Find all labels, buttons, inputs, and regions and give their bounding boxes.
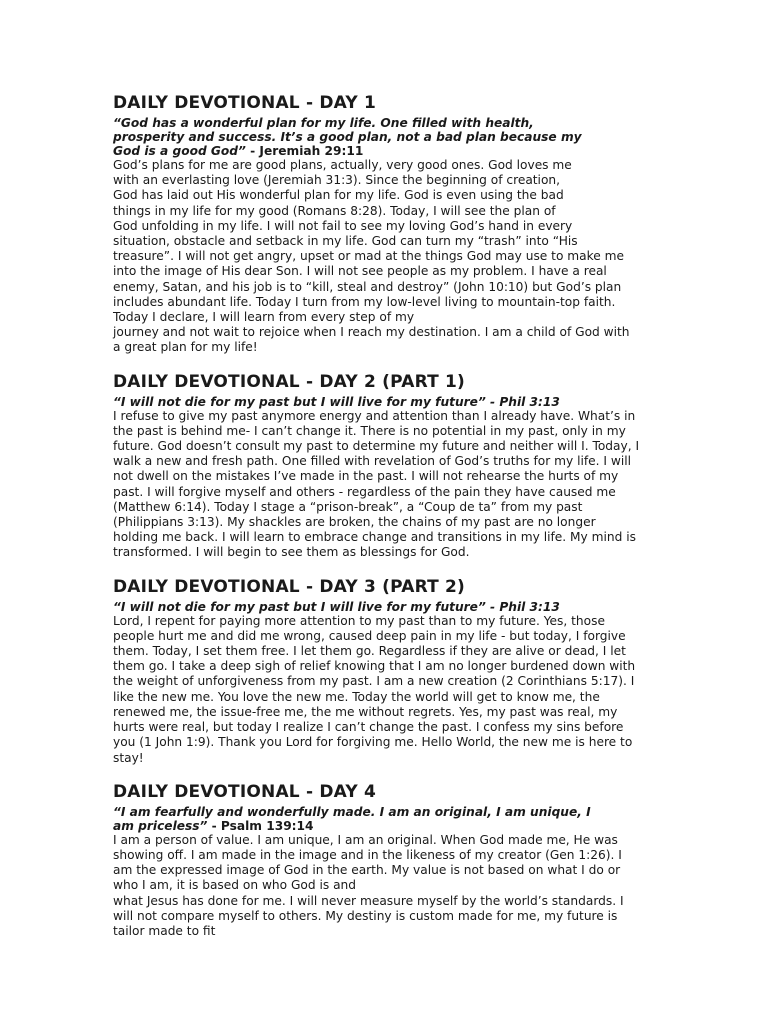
- body-text-line: journey and not wait to rejoice when I reach my destination. I am a child of God with: [113, 325, 630, 340]
- body-text-line: God’s plans for me are good plans, actually, very good ones. God loves me: [113, 158, 572, 172]
- body-text-line: people hurt me and did me wrong, caused deep pain in my life - but today, I forgive: [113, 628, 626, 643]
- verse-quote: am priceless”: [113, 818, 208, 833]
- scripture-verse-line: [113, 805, 658, 819]
- body-text-line: treasure”. I will not get angry, upset or mad at the things God may use to make me: [113, 249, 624, 264]
- body-text-line: Lord, I repent for paying more attention to my past than to my future. Yes, those: [113, 613, 605, 628]
- body-text-line: who I am, it is based on who God is and: [113, 878, 357, 893]
- body-text-line: future. God doesn’t consult my past to determine my future and neither will I. Today, I: [113, 439, 640, 454]
- body-text-line: includes abundant life. Today I turn from my low-level living to mountain-top faith.: [113, 294, 616, 309]
- body-text-line: the past is behind me- I can’t change it. There is no potential in my past, only in my: [113, 423, 626, 438]
- body-text-line: will not compare myself to others. My destiny is custom made for me, my future is: [113, 908, 618, 923]
- scripture-verse-line: [113, 144, 658, 158]
- scripture-verse-line: [113, 819, 658, 833]
- body-text-line: not dwell on the mistakes I’ve made in the past. I will not rehearse the hurts of my: [113, 469, 619, 484]
- body-text-line: them. Today, I set them free. I let them go. Regardless if they are alive or dead, I let: [113, 644, 626, 659]
- body-text-line: stay!: [113, 750, 144, 765]
- body-text-line: renewed me, the issue-free me, the me without regrets. Yes, my past was real, my: [113, 704, 618, 719]
- entry-title: DAILY DEVOTIONAL - DAY 4: [113, 781, 377, 802]
- entry-title: DAILY DEVOTIONAL - DAY 3 (PART 2): [113, 576, 466, 597]
- body-text-line: holding me back. I will learn to embrace change and transitions in my life. My mind is: [113, 530, 636, 545]
- body-text-line: into the image of His dear Son. I will not see people as my problem. I have a real: [113, 264, 607, 279]
- entry-body: [113, 833, 658, 939]
- devotional-list: [113, 93, 658, 955]
- verse-reference: - Psalm 139:14: [207, 818, 314, 833]
- entry-title: DAILY DEVOTIONAL - DAY 2 (PART 1): [113, 371, 466, 392]
- entry-body: [113, 409, 658, 561]
- verse-quote: God is a good God”: [113, 144, 246, 158]
- body-text-line: like the new me. You love the new me. Today the world will get to know me, the: [113, 689, 600, 704]
- verse-reference: - Phil 3:13: [485, 599, 560, 614]
- body-text-line: I am a person of value. I am unique, I am an original. When God made me, He was: [113, 832, 618, 847]
- devotional-entry: [113, 93, 658, 356]
- entry-body: [113, 158, 658, 356]
- body-text-line: enemy, Satan, and his job is to “kill, steal and destroy” (John 10:10) but God’s plan: [113, 279, 622, 294]
- devotional-entry: [113, 782, 658, 939]
- body-text-line: God has laid out His wonderful plan for my life. God is even using the bad: [113, 188, 564, 203]
- devotional-entry: [113, 372, 658, 561]
- body-text-line: transformed. I will begin to see them as blessings for God.: [113, 545, 470, 560]
- body-text-line: things in my life for my good (Romans 8:28). Today, I will see the plan of: [113, 203, 556, 218]
- body-text-line: God unfolding in my life. I will not fail to see my loving God’s hand in every: [113, 218, 573, 233]
- body-text-line: what Jesus has done for me. I will never measure myself by the world’s standards. I: [113, 893, 624, 908]
- devotional-entry: [113, 577, 658, 766]
- scripture-verse-line: [113, 116, 658, 130]
- body-text-line: you (1 John 1:9). Thank you Lord for forgiving me. Hello World, the new me is here to: [113, 735, 633, 750]
- entry-title: DAILY DEVOTIONAL - DAY 1: [113, 93, 377, 113]
- verse-quote: “I will not die for my past but I will live for my future”: [113, 394, 486, 409]
- body-text-line: hurts were real, but today I realize I can’t change the past. I confess my sins before: [113, 720, 624, 735]
- body-text-line: situation, obstacle and setback in my life. God can turn my “trash” into “His: [113, 234, 578, 249]
- body-text-line: with an everlasting love (Jeremiah 31:3). Since the beginning of creation,: [113, 173, 561, 188]
- body-text-line: the weight of unforgiveness from my past. I am a new creation (2 Corinthians 5:17). I: [113, 674, 635, 689]
- body-text-line: Today I declare, I will learn from every step of my: [113, 310, 415, 325]
- body-text-line: showing off. I am made in the image and in the likeness of my creator (Gen 1:26). I: [113, 847, 622, 862]
- verse-quote: prosperity and success. It’s a good plan, not a bad plan because my: [113, 130, 582, 144]
- verse-quote: “God has a wonderful plan for my life. One filled with health,: [113, 116, 534, 130]
- verse-reference: - Phil 3:13: [485, 394, 560, 409]
- body-text-line: them go. I take a deep sigh of relief knowing that I am no longer burdened down with: [113, 659, 636, 674]
- scripture-verse-line: [113, 130, 658, 144]
- verse-quote: “I will not die for my past but I will live for my future”: [113, 599, 486, 614]
- body-text-line: walk a new and fresh path. One filled with revelation of God’s truths for my life. I will: [113, 454, 631, 469]
- scripture-verse-line: [113, 395, 658, 409]
- verse-reference: - Jeremiah 29:11: [245, 144, 364, 158]
- body-text-line: past. I will forgive myself and others - regardless of the pain they have caused me: [113, 484, 616, 499]
- scripture-verse-line: [113, 600, 658, 614]
- body-text-line: a great plan for my life!: [113, 340, 258, 355]
- body-text-line: tailor made to fit: [113, 923, 216, 938]
- entry-body: [113, 614, 658, 766]
- verse-quote: “I am fearfully and wonderfully made. I am an original, I am unique, I: [113, 804, 591, 819]
- body-text-line: (Matthew 6:14). Today I stage a “prison-break”, a “Coup de ta” from my past: [113, 499, 583, 514]
- body-text-line: (Philippians 3:13). My shackles are broken, the chains of my past are no longer: [113, 515, 596, 530]
- body-text-line: I refuse to give my past anymore energy and attention than I already have. What’s in: [113, 408, 636, 423]
- body-text-line: am the expressed image of God in the earth. My value is not based on what I do or: [113, 863, 621, 878]
